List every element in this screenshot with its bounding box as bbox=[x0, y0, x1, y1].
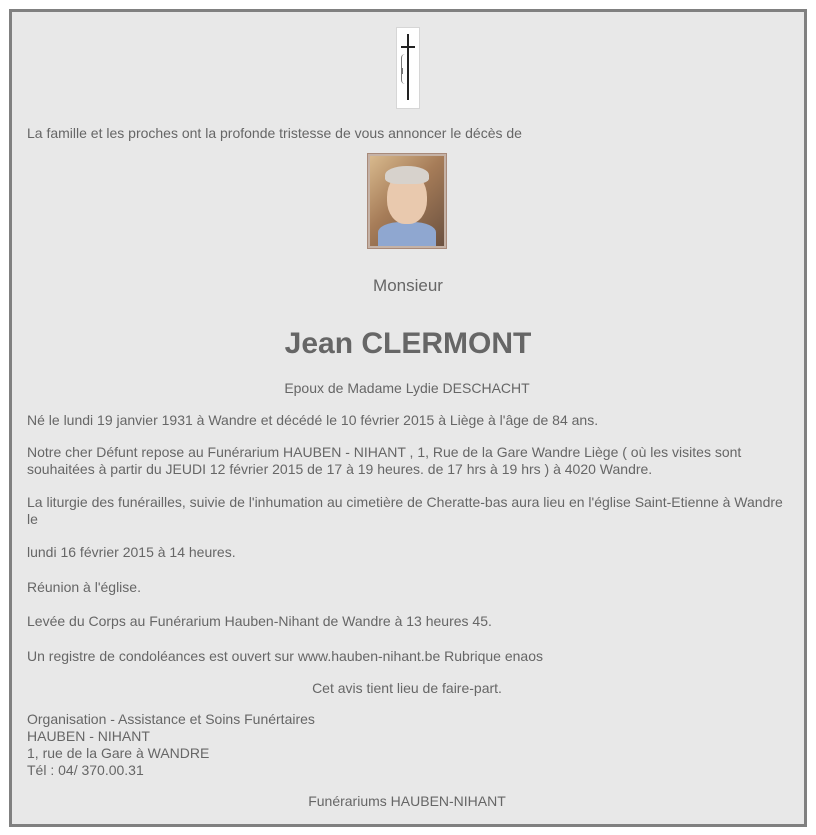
portrait-photo bbox=[367, 153, 447, 249]
organisation-line-3: 1, rue de la Gare à WANDRE bbox=[27, 745, 210, 761]
liturgy-paragraph: La liturgie des funérailles, suivie de l'inhumation au cimetière de Cheratte-bas aura lieu en l'église Saint-Etienne à Wandre le bbox=[27, 494, 783, 527]
funeral-date: lundi 16 février 2015 à 14 heures. bbox=[27, 544, 236, 560]
spouse-line: Epoux de Madame Lydie DESCHACHT bbox=[284, 380, 530, 396]
register-line: Un registre de condoléances est ouvert sur www.hauben-nihant.be Rubrique enaos bbox=[27, 648, 543, 664]
organisation-line-1: Organisation - Assistance et Soins Funértaires bbox=[27, 711, 315, 727]
repose-paragraph: Notre cher Défunt repose au Funérarium HAUBEN - NIHANT , 1, Rue de la Gare Wandre Liège ( où les visites sont souhaitées à partir du JEUDI 12 février 2015 de 17 à 19 heures. de 17 hrs à 19 hrs ) à 4020 Wandre. bbox=[27, 444, 742, 477]
deceased-name: Jean CLERMONT bbox=[284, 327, 532, 360]
organisation-line-2: HAUBEN - NIHANT bbox=[27, 728, 150, 744]
footer-text: Funérariums HAUBEN-NIHANT bbox=[308, 793, 506, 809]
cross-icon bbox=[396, 27, 420, 109]
notice-line: Cet avis tient lieu de faire-part. bbox=[312, 680, 502, 696]
organisation-phone: Tél : 04/ 370.00.31 bbox=[27, 762, 144, 778]
birth-death-line: Né le lundi 19 janvier 1931 à Wandre et décédé le 10 février 2015 à Liège à l'âge de 84 ans. bbox=[27, 412, 599, 428]
levee-line: Levée du Corps au Funérarium Hauben-Nihant de Wandre à 13 heures 45. bbox=[27, 613, 492, 629]
organisation-block bbox=[27, 711, 787, 779]
meeting-line: Réunion à l'église. bbox=[27, 579, 141, 595]
civility-title: Monsieur bbox=[373, 276, 443, 295]
obituary-card bbox=[9, 9, 807, 827]
intro-text: La famille et les proches ont la profonde tristesse de vous annoncer le décès de bbox=[27, 125, 522, 141]
